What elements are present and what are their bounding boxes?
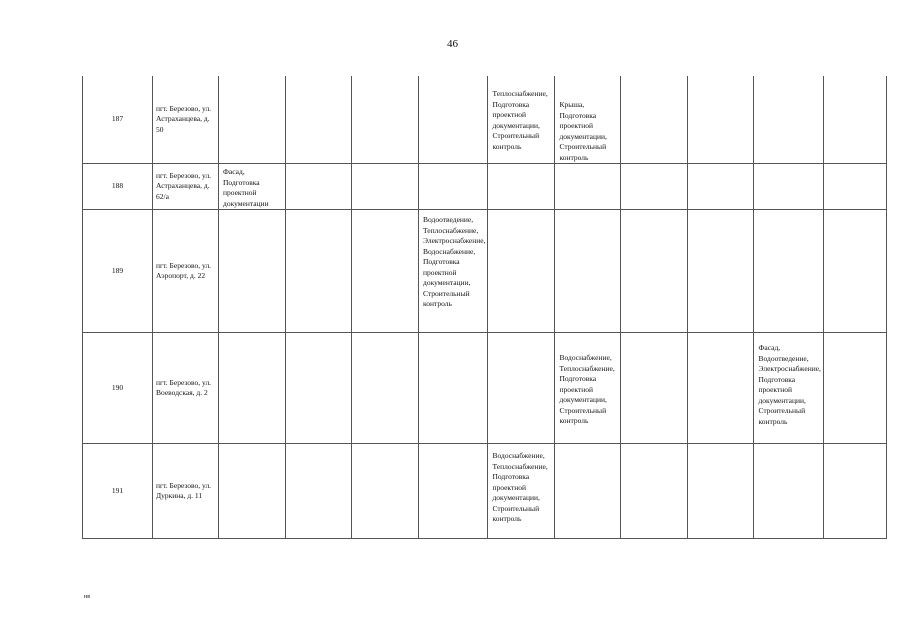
work-cell <box>688 76 754 164</box>
work-cell <box>823 333 886 444</box>
row-number: 187 <box>83 76 153 164</box>
work-cell: Водоснабжение, Теплоснабжение, Подготовка проектной документации, Строительный контроль <box>555 333 621 444</box>
work-cell <box>754 164 823 210</box>
footer-mark: нв <box>84 594 91 600</box>
work-cell: Водоснабжение, Теплоснабжение, Подготовка проектной документации, Строительный контроль <box>488 444 555 539</box>
work-cell <box>419 164 488 210</box>
work-cell <box>823 444 886 539</box>
row-number: 190 <box>83 333 153 444</box>
work-cell <box>688 333 754 444</box>
work-cell <box>823 76 886 164</box>
work-cell <box>688 210 754 333</box>
address-cell: пгт. Березово, ул. Воеводская, д. 2 <box>153 333 219 444</box>
work-cell: Фасад, Подготовка проектной документации <box>219 164 286 210</box>
work-cell <box>286 333 352 444</box>
work-cell <box>823 210 886 333</box>
work-cell <box>621 333 688 444</box>
address-cell: пгт. Березово, ул. Аэропорт, д. 22 <box>153 210 219 333</box>
work-cell <box>286 76 352 164</box>
work-cell <box>555 210 621 333</box>
address-cell: пгт. Березово, ул. Астраханцева, д. 50 <box>153 76 219 164</box>
work-cell <box>754 444 823 539</box>
work-cell <box>219 333 286 444</box>
work-cell <box>823 164 886 210</box>
work-cell <box>621 210 688 333</box>
work-cell: Фасад, Водоотведение, Электроснабжение, Подготовка проектной документации, Строительный контроль <box>754 333 823 444</box>
work-cell <box>555 444 621 539</box>
table-row <box>83 333 887 444</box>
work-cell <box>286 444 352 539</box>
works-table <box>82 76 887 539</box>
work-cell <box>219 76 286 164</box>
work-cell: Крыша, Подготовка проектной документации, Строительный контроль <box>555 76 621 164</box>
work-cell <box>352 76 419 164</box>
work-cell <box>754 76 823 164</box>
work-cell <box>621 444 688 539</box>
row-number: 189 <box>83 210 153 333</box>
work-cell <box>688 164 754 210</box>
table-row <box>83 76 887 164</box>
work-cell <box>488 210 555 333</box>
table-row <box>83 164 887 210</box>
work-cell <box>488 164 555 210</box>
table-row <box>83 210 887 333</box>
page-number: 46 <box>447 38 458 50</box>
work-cell <box>419 444 488 539</box>
work-cell <box>621 76 688 164</box>
work-cell <box>688 444 754 539</box>
work-cell <box>352 333 419 444</box>
work-cell <box>352 210 419 333</box>
work-cell <box>219 210 286 333</box>
work-cell <box>219 444 286 539</box>
table-row <box>83 444 887 539</box>
work-cell <box>352 164 419 210</box>
work-cell <box>621 164 688 210</box>
work-cell <box>419 76 488 164</box>
address-cell: пгт. Березово, ул. Астраханцева, д. 62/а <box>153 164 219 210</box>
row-number: 188 <box>83 164 153 210</box>
work-cell <box>286 210 352 333</box>
work-cell <box>488 333 555 444</box>
work-cell <box>555 164 621 210</box>
work-cell: Теплоснабжение, Подготовка проектной документации, Строительный контроль <box>488 76 555 164</box>
address-cell: пгт. Березово, ул. Дуркина, д. 11 <box>153 444 219 539</box>
work-cell <box>419 333 488 444</box>
work-cell <box>352 444 419 539</box>
work-cell <box>754 210 823 333</box>
work-cell: Водоотведение, Теплоснабжение, Электроснабжение, Водоснабжение, Подготовка проектной документации, Строительный контроль <box>419 210 488 333</box>
row-number: 191 <box>83 444 153 539</box>
work-cell <box>286 164 352 210</box>
